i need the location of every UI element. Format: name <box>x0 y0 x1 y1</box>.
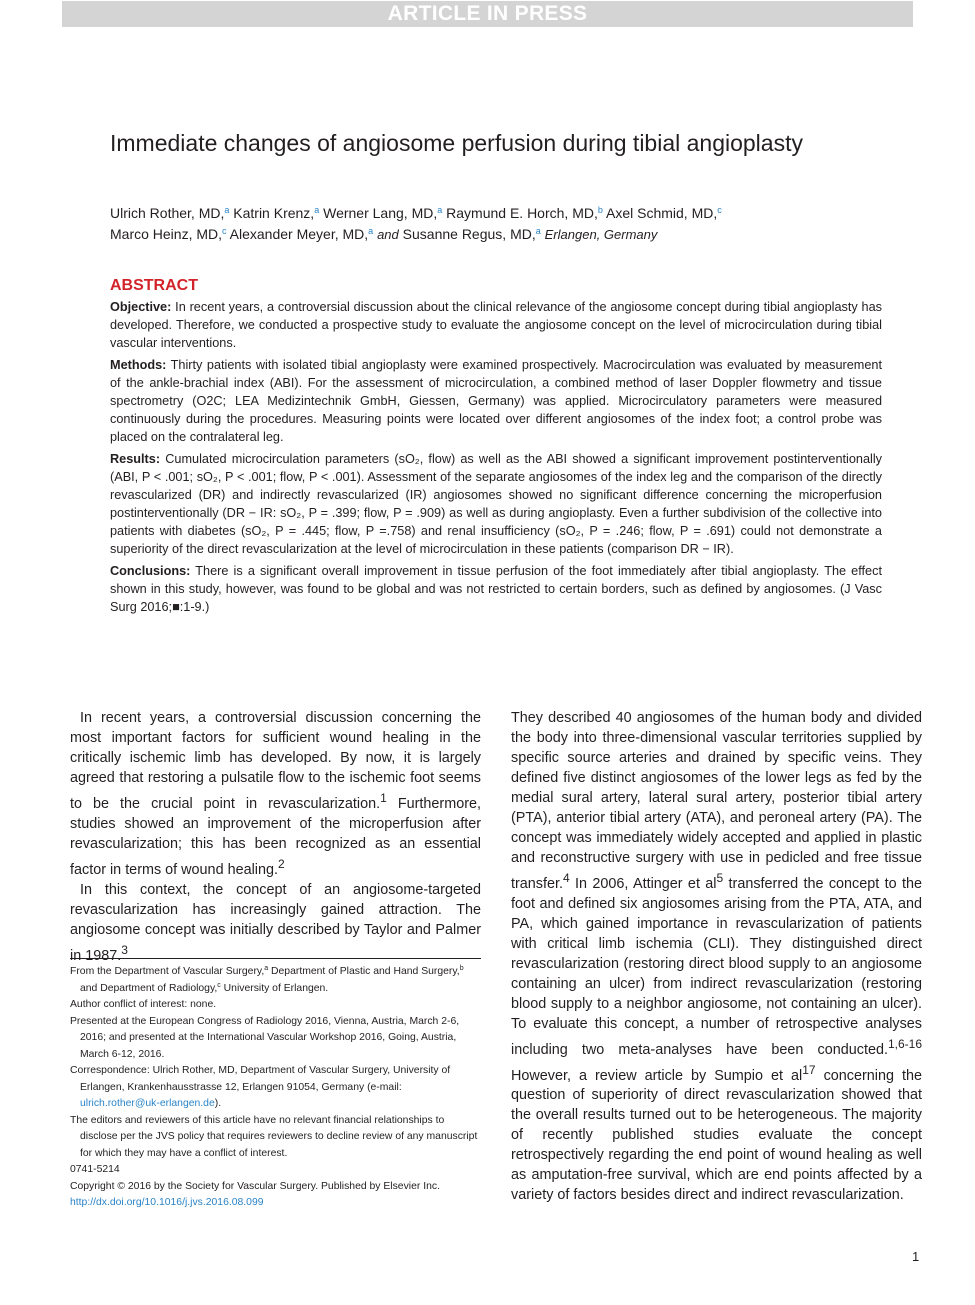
footnote-doi <box>70 1195 481 1212</box>
body-column-left <box>70 708 481 965</box>
body-text: They described 40 angiosomes of the human body and divided the body into three-dimensional vascular territories supplied by specific source arteries and drained by specific veins. They defined five distinct angiosomes of the lower legs as fed by the medial sural artery, lateral sural artery, posterior tibial artery (PTA), anterior tibial artery (ATA), and peroneal artery (PA). The concept was immediately widely accepted and applied in plastic and reconstructive surgery with use in pedicled and free tissue transfer. <box>511 710 922 892</box>
body-paragraph <box>70 708 481 880</box>
body-column-right <box>511 708 922 1205</box>
body-text: However, a review article by Sumpio et al <box>511 1067 803 1084</box>
abstract-label: Objective: <box>110 300 172 314</box>
abstract-heading: ABSTRACT <box>110 277 198 294</box>
author-name[interactable]: Werner Lang, MD, <box>323 205 438 221</box>
body-text: concerning the question of superiority of direct revascularization showed that the overall results turned out to be heterogeneous. The majority of recently published studies evaluate the concept retrospectively regarding the end point of wound healing as well as amputation-free survival, which are end points affected by a variety of factors besides direct and indirect revascularization. <box>511 1067 922 1204</box>
body-text: transferred the concept to the foot and defined six angiosomes arising from the PTA, ATA, and PA, which gained importance in revascularization of patients with critical limb ischemia (CLI). They distinguished direct revascularization (restoring direct blood supply to an angiosome containing an ulcer) from indirect revascularization (restoring blood supply to a neighbor angiosome, not containing an ulcer). To evaluate this concept, a number of retrospective analyses including two meta-analyses have been conducted. <box>511 875 922 1058</box>
author-affiliation: a <box>535 225 541 236</box>
citation-link[interactable]: 2 <box>277 856 285 871</box>
footnote-issn: 0741-5214 <box>70 1164 120 1175</box>
body-paragraph <box>511 708 922 1205</box>
author-location: Erlangen, Germany <box>544 226 658 242</box>
article-title: Immediate changes of angiosome perfusion during tibial angioplasty <box>110 130 803 156</box>
author-affiliation: b <box>597 205 603 215</box>
body-text: In 2006, Attinger et al <box>569 875 717 892</box>
abstract-text: There is a significant overall improvement in tissue perfusion of the foot immediately after tibial angioplasty. The effect shown in this study, however, was found to be global and was not restricted to certain borders, such as defined by angiosomes. (J Vasc Surg 2016;■:1-9.) <box>110 564 882 614</box>
body-paragraph <box>70 880 481 966</box>
author-name[interactable]: Katrin Krenz, <box>233 205 315 221</box>
author-list <box>110 203 880 245</box>
citation-link[interactable]: 1,6-16 <box>887 1036 922 1051</box>
abstract-objective <box>110 298 882 352</box>
author-name[interactable]: Axel Schmid, MD, <box>606 205 718 221</box>
author-affiliation: a <box>314 205 320 215</box>
footnotes <box>70 964 481 1212</box>
abstract-methods <box>110 356 882 446</box>
abstract-label: Methods: <box>110 358 167 372</box>
author-name[interactable]: Marco Heinz, MD, <box>110 225 223 242</box>
citation-link[interactable]: 4 <box>563 871 570 885</box>
abstract-text: Thirty patients with isolated tibial angioplasty were examined prospectively. Macrocirculation was evaluated by measurement of the ankle-brachial index (ABI). For the assessment of microcirculation, a combined method of laser Doppler flowmetry and tissue spectrometry (O2C; LEA Medizintechnik GmbH, Giessen, Germany) was applied. Microcirculatory parameters were measured continuously during the procedures. Measuring points were located over different angiosomes of the index foot; a control probe was placed on the contralateral leg. <box>110 358 882 444</box>
footnote-conflict: Author conflict of interest: none. <box>70 999 217 1010</box>
citation-link[interactable]: 1 <box>380 791 387 805</box>
footnote-affiliations: From the Department of Vascular Surgery,$^a$ Department of Plastic and Hand Surgery,$^b$ and Department of Radiology,$^c$ University of Erlangen. <box>70 965 464 994</box>
author-conjunction: and <box>377 226 399 242</box>
abstract-body <box>110 298 882 620</box>
abstract-conclusions <box>110 562 882 616</box>
author-affiliation: c <box>222 225 227 236</box>
article-in-press-banner: ARTICLE IN PRESS <box>62 1 913 27</box>
abstract-label: Results: <box>110 452 161 466</box>
doi-link[interactable]: http://dx.doi.org/10.1016/j.jvs.2016.08.099 <box>70 1197 264 1208</box>
author-name[interactable]: Raymund E. Horch, MD, <box>446 205 598 221</box>
citation-link[interactable]: 5 <box>716 871 724 885</box>
abstract-text: In recent years, a controversial discussion about the clinical relevance of the angiosome concept during tibial angioplasty has developed. Therefore, we conducted a prospective study to evaluate the angiosome concept on the level of microcirculation during tibial vascular interventions. <box>110 300 882 350</box>
footnote-presented: Presented at the European Congress of Radiology 2016, Vienna, Austria, March 2-6, 2016; and presented at the International Vascular Workshop 2016, Going, Austria, March 6-12, 2016. <box>70 1015 460 1060</box>
author-affiliation: a <box>224 205 230 215</box>
author-name[interactable]: Alexander Meyer, MD, <box>229 225 369 242</box>
footnote-editors: The editors and reviewers of this article have no relevant financial relationships to disclose per the JVS policy that requires reviewers to decline review of any manuscript for which they may have a conflict of interest. <box>70 1114 478 1159</box>
abstract-results <box>110 450 882 558</box>
body-text: In recent years, a controversial discussion concerning the most important factors for sufficient wound healing in the critically ischemic limb has developed. By now, it is largely agreed that restoring a pulsatile flow to the ischemic foot seems to be the crucial point in revascularization. <box>70 710 481 812</box>
body-text: Furthermore, studies showed an improvement of the microperfusion after revascularization; this has been recognized as an essential factor in terms of wound healing. <box>70 795 481 878</box>
body-text: In this context, the concept of an angiosome-targeted revascularization has increasingly gained attraction. The angiosome concept was initially described by Taylor and Palmer in 1987. <box>70 881 481 964</box>
abstract-text: Cumulated microcirculation parameters (sO₂, flow) as well as the ABI showed a significant improvement postinterventionally (ABI, P < .001; sO₂, P < .001; flow, P < .001). Assessment of the separate angiosomes of the index leg and the comparison of the directly revascularized (DR) and indirectly revascularized (IR) angiosomes showed no significant difference concerning the microperfusion postinterventionally (DR − IR: sO₂, P = .399; flow, P = .909) as well as during angioplasty. Even a further subdivision of the collective into patients with diabetes (sO₂, P = .445; flow, P =.758) and renal insufficiency (sO₂, P = .246; flow, P = .691) could not demonstrate a superiority of the direct revascularization at the level of microcirculation in these patients (comparison DR − IR). <box>110 452 883 556</box>
email-link[interactable]: ulrich.rother@uk-erlangen.de <box>80 1098 215 1109</box>
author-name[interactable]: Ulrich Rother, MD, <box>110 205 225 221</box>
footnote-divider <box>70 958 481 959</box>
page-number: 1 <box>912 1249 920 1264</box>
footnote-copyright: Copyright © 2016 by the Society for Vascular Surgery. Published by Elsevier Inc. <box>70 1180 440 1192</box>
citation-link[interactable]: 17 <box>802 1062 816 1077</box>
footnote-correspondence: Correspondence: Ulrich Rother, MD, Department of Vascular Surgery, University of Erlangen, Krankenhausstrasse 12, Erlangen 91054, Germany (e-mail: ulrich.rother@uk-erlangen.de). <box>70 1065 451 1109</box>
author-affiliation: c <box>717 205 722 215</box>
author-affiliation: a <box>437 205 443 215</box>
author-affiliation: a <box>368 225 374 236</box>
abstract-label: Conclusions: <box>110 564 191 578</box>
citation-link[interactable]: 3 <box>121 942 128 957</box>
author-name[interactable]: Susanne Regus, MD, <box>402 225 536 242</box>
